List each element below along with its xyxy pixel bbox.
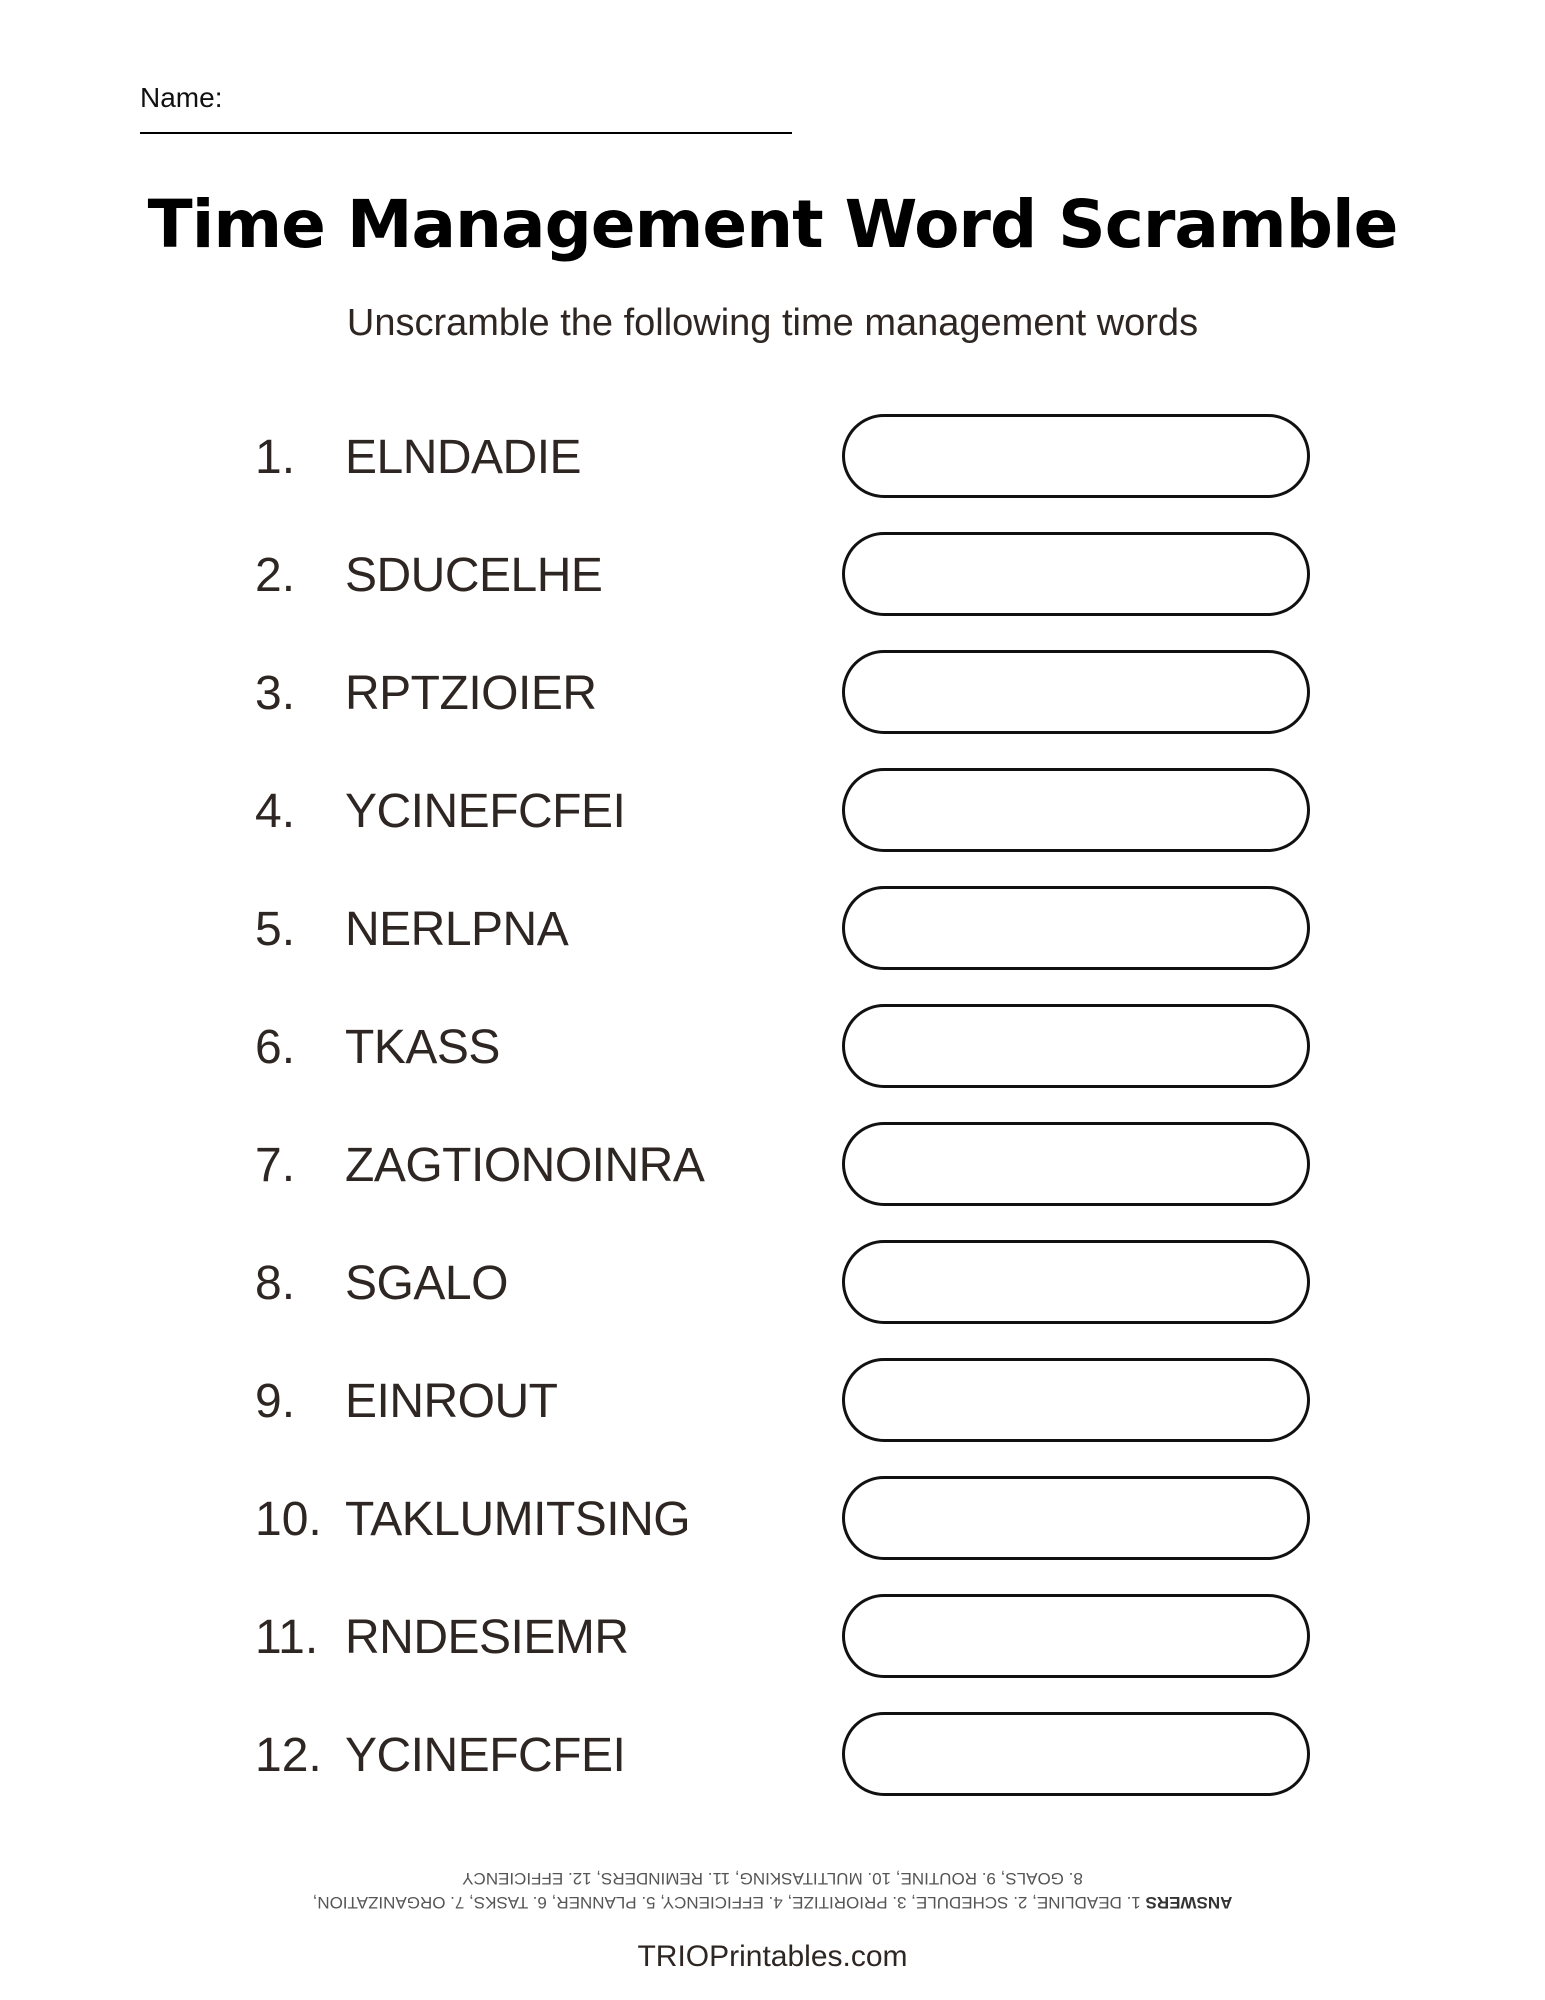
answer-box[interactable]: [842, 1594, 1310, 1678]
page-subtitle: Unscramble the following time management words: [346, 302, 1199, 344]
scrambled-word: SDUCELHE: [345, 549, 603, 602]
answer-box[interactable]: [842, 1712, 1310, 1796]
answer-key: [0, 1866, 1545, 1914]
answer-box[interactable]: [842, 1476, 1310, 1560]
list-item: [0, 1004, 1545, 1092]
answer-box[interactable]: [842, 1358, 1310, 1442]
answer-key-line-1: [0, 1890, 1545, 1914]
name-field[interactable]: [140, 80, 792, 134]
item-number: 1.: [255, 431, 296, 484]
answer-box[interactable]: [842, 768, 1310, 852]
list-item: [0, 886, 1545, 974]
page-title: Time Management Word Scramble: [147, 186, 1398, 263]
scrambled-word: TAKLUMITSING: [345, 1493, 691, 1546]
scrambled-word: YCINEFCFEI: [345, 1729, 626, 1782]
scrambled-word: TKASS: [345, 1021, 500, 1074]
item-number: 2.: [255, 549, 296, 602]
list-item: [0, 532, 1545, 620]
list-item: [0, 1476, 1545, 1564]
answer-box[interactable]: [842, 414, 1310, 498]
item-number: 4.: [255, 785, 296, 838]
list-item: [0, 1594, 1545, 1682]
scrambled-word: NERLPNA: [345, 903, 569, 956]
item-number: 12.: [255, 1729, 322, 1782]
answer-box[interactable]: [842, 1122, 1310, 1206]
list-item: [0, 1358, 1545, 1446]
scrambled-word: RPTZIOIER: [345, 667, 597, 720]
answer-key-text-1: 1. DEADLINE, 2. SCHEDULE, 3. PRIORITIZE, 4. EFFICIENCY, 5. PLANNER, 6. TASKS, 7. ORGANIZATION,: [312, 1893, 1141, 1912]
footer-site: TRIOPrintables.com: [637, 1940, 908, 1973]
list-item: [0, 414, 1545, 502]
item-number: 5.: [255, 903, 296, 956]
answer-box[interactable]: [842, 532, 1310, 616]
scrambled-word: YCINEFCFEI: [345, 785, 626, 838]
scrambled-word: ELNDADIE: [345, 431, 582, 484]
item-number: 3.: [255, 667, 296, 720]
list-item: [0, 650, 1545, 738]
scrambled-word: EINROUT: [345, 1375, 558, 1428]
item-number: 7.: [255, 1139, 296, 1192]
list-item: [0, 1240, 1545, 1328]
scrambled-word: SGALO: [345, 1257, 508, 1310]
answer-box[interactable]: [842, 650, 1310, 734]
answer-box[interactable]: [842, 1240, 1310, 1324]
scrambled-word: RNDESIEMR: [345, 1611, 629, 1664]
answer-key-text-2: 8. GOALS, 9. ROUTINE, 10. MULTITASKING, 11. REMINDERS, 12. EFFICIENCY: [462, 1869, 1083, 1888]
answer-key-label: ANSWERS: [1145, 1893, 1233, 1912]
scrambled-word: ZAGTIONOINRA: [345, 1139, 705, 1192]
answer-box[interactable]: [842, 1004, 1310, 1088]
list-item: [0, 1712, 1545, 1800]
item-number: 9.: [255, 1375, 296, 1428]
item-number: 10.: [255, 1493, 322, 1546]
item-number: 11.: [255, 1611, 319, 1664]
list-item: [0, 1122, 1545, 1210]
item-number: 6.: [255, 1021, 296, 1074]
list-item: [0, 768, 1545, 856]
answer-box[interactable]: [842, 886, 1310, 970]
name-label: Name:: [140, 82, 223, 113]
item-number: 8.: [255, 1257, 296, 1310]
